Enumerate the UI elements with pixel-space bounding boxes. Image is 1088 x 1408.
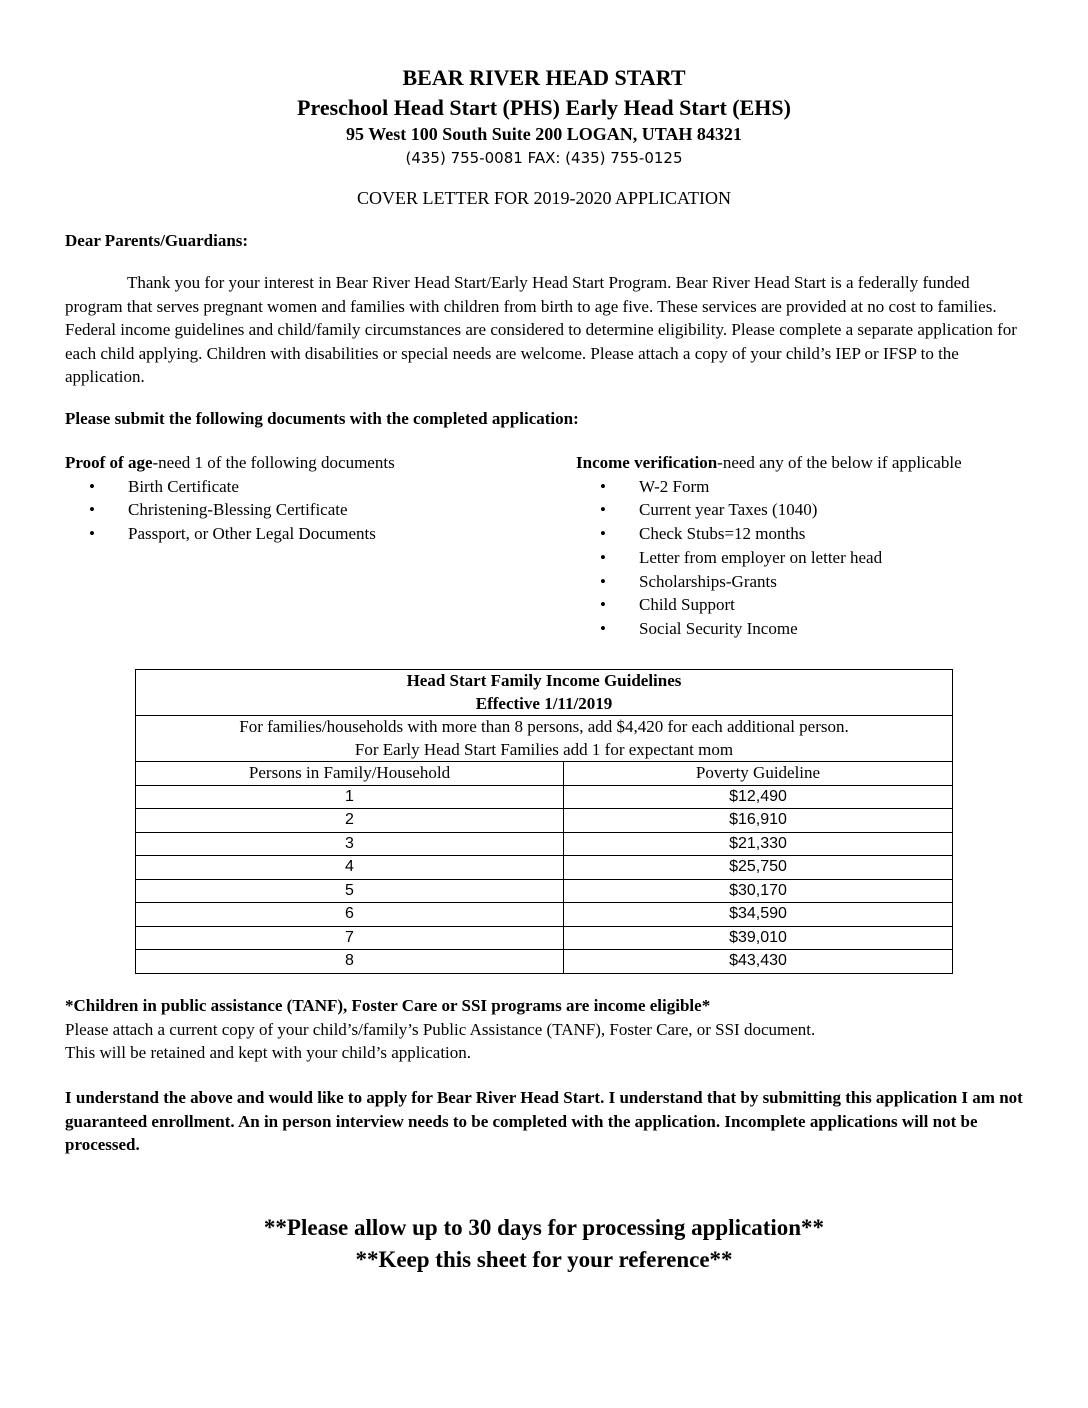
proof-of-age-section	[65, 451, 395, 546]
bullet-icon: •	[600, 500, 606, 520]
poverty-amount-cell: $16,910	[564, 809, 953, 833]
table-title-cell	[136, 670, 953, 716]
persons-cell: 2	[136, 809, 564, 833]
table-effective-date: Effective 1/11/2019	[475, 693, 613, 713]
table-note-expectant-mom: For Early Head Start Families add 1 for expectant mom	[354, 739, 734, 759]
list-item-label: Social Security Income	[639, 619, 798, 639]
table-row	[136, 856, 953, 880]
letter-subject: COVER LETTER FOR 2019-2020 APPLICATION	[356, 188, 731, 208]
submit-heading: Please submit the following documents with the completed application:	[65, 409, 579, 428]
table-header-row	[136, 762, 953, 786]
list-item	[65, 522, 395, 546]
list-item-label: Christening-Blessing Certificate	[128, 500, 348, 520]
table-row	[136, 903, 953, 927]
table-row	[136, 832, 953, 856]
list-item-label: Check Stubs=12 months	[639, 524, 806, 544]
list-item	[576, 570, 962, 594]
list-item-label: Current year Taxes (1040)	[639, 500, 818, 520]
persons-cell: 6	[136, 903, 564, 927]
table-title: Head Start Family Income Guidelines	[406, 671, 682, 690]
income-verification-list	[576, 475, 962, 642]
poverty-amount-cell: $25,750	[564, 856, 953, 880]
bullet-icon: •	[600, 476, 606, 496]
eligibility-heading: *Children in public assistance (TANF), Foster Care or SSI programs are income eligible*	[65, 996, 711, 1015]
bullet-icon: •	[600, 547, 606, 567]
poverty-amount-cell: $30,170	[564, 879, 953, 903]
programs-title: Preschool Head Start (PHS) Early Head Start (EHS)	[297, 95, 791, 120]
poverty-amount-cell: $43,430	[564, 950, 953, 974]
income-verification-heading: Income verification-need any of the below if applicable	[576, 453, 962, 472]
table-note-row	[136, 716, 953, 762]
eligibility-line-2: This will be retained and kept with your child’s application.	[65, 1043, 472, 1062]
keep-sheet-notice: **Keep this sheet for your reference**	[355, 1247, 733, 1272]
bullet-icon: •	[600, 524, 606, 544]
address: 95 West 100 South Suite 200 LOGAN, UTAH 84321	[346, 124, 742, 144]
table-note-additional-person: For families/households with more than 8 persons, add $4,420 for each additional person.	[239, 717, 849, 736]
list-item-label: Child Support	[639, 595, 735, 615]
list-item-label: Scholarships-Grants	[639, 571, 777, 591]
salutation: Dear Parents/Guardians:	[65, 231, 249, 250]
income-verification-section	[576, 451, 962, 641]
list-item-label: Letter from employer on letter head	[639, 547, 883, 567]
eligibility-line-1: Please attach a current copy of your child’s/family’s Public Assistance (TANF), Foster Care, or SSI document.	[65, 1019, 816, 1039]
persons-cell: 5	[136, 879, 564, 903]
poverty-amount-cell: $34,590	[564, 903, 953, 927]
persons-cell: 4	[136, 856, 564, 880]
phone-fax: (435) 755-0081 FAX: (435) 755-0125	[405, 149, 683, 167]
bullet-icon: •	[600, 619, 606, 639]
list-item-label: W-2 Form	[639, 476, 710, 496]
list-item-label: Passport, or Other Legal Documents	[128, 524, 376, 544]
persons-cell: 1	[136, 785, 564, 809]
bullet-icon: •	[600, 571, 606, 591]
eligibility-note	[65, 994, 1035, 1065]
bullet-icon: •	[89, 500, 95, 520]
list-item-label: Birth Certificate	[128, 476, 239, 496]
list-item	[576, 617, 962, 641]
table-row	[136, 950, 953, 974]
poverty-amount-cell: $39,010	[564, 926, 953, 950]
table-row	[136, 785, 953, 809]
org-title: BEAR RIVER HEAD START	[402, 65, 686, 90]
poverty-amount-cell: $21,330	[564, 832, 953, 856]
bullet-icon: •	[600, 595, 606, 615]
list-item	[576, 498, 962, 522]
column-header-persons: Persons in Family/Household	[136, 762, 564, 786]
list-item	[576, 546, 962, 570]
table-title-row	[136, 670, 953, 716]
column-header-poverty: Poverty Guideline	[564, 762, 953, 786]
persons-cell: 8	[136, 950, 564, 974]
persons-cell: 3	[136, 832, 564, 856]
persons-cell: 7	[136, 926, 564, 950]
bullet-icon: •	[89, 524, 95, 544]
table-note-cell	[136, 716, 953, 762]
acknowledgement: I understand the above and would like to apply for Bear River Head Start. I understand that by submitting this application I am not guaranteed enrollment. An in person interview needs to be completed with the application. Incomplete applications will not be processed.	[65, 1088, 1023, 1154]
list-item	[576, 522, 962, 546]
proof-of-age-heading: Proof of age-need 1 of the following documents	[65, 453, 395, 472]
list-item	[576, 593, 962, 617]
table-row	[136, 879, 953, 903]
processing-notice: **Please allow up to 30 days for processing application**	[263, 1215, 825, 1240]
table-row	[136, 926, 953, 950]
intro-paragraph: Thank you for your interest in Bear River Head Start/Early Head Start Program. Bear River Head Start is a federally funded program that serves pregnant women and families with children from birth to age five. These services are provided at no cost to families. Federal income guidelines and child/family circumstances are considered to determine eligibility. Please complete a separate application for each child applying. Children with disabilities or special needs are welcome. Please attach a copy of your child’s IEP or IFSP to the application.	[65, 273, 1017, 386]
list-item	[576, 475, 962, 499]
proof-of-age-list	[65, 475, 395, 546]
poverty-amount-cell: $12,490	[564, 785, 953, 809]
bullet-icon: •	[89, 476, 95, 496]
list-item	[65, 498, 395, 522]
income-guidelines-table	[135, 669, 953, 974]
table-row	[136, 809, 953, 833]
list-item	[65, 475, 395, 499]
